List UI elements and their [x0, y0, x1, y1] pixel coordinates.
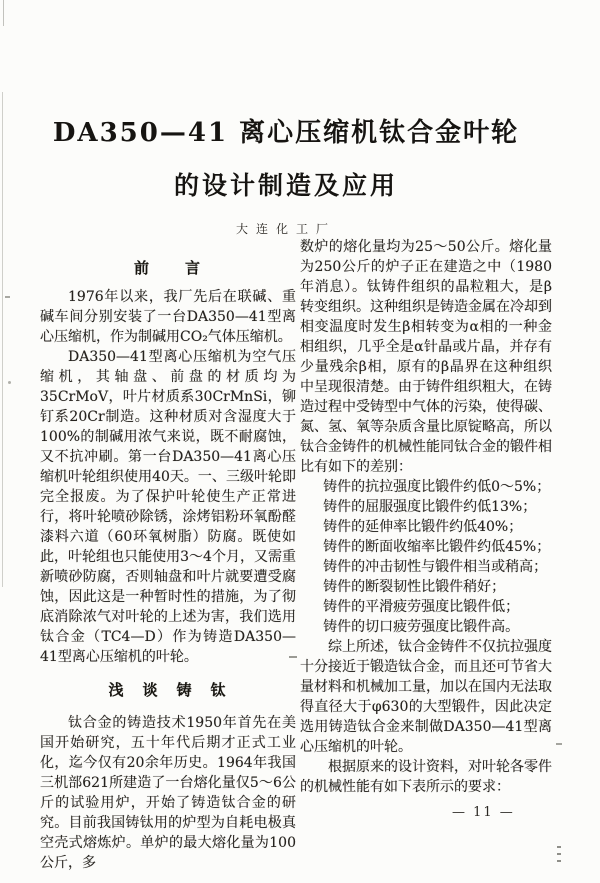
- title-block: [0, 112, 572, 237]
- list-item-area-reduction: 铸件的断面收缩率比锻件约低45%；: [323, 539, 551, 555]
- author-affiliation: 大连化工厂: [235, 222, 336, 236]
- cast-titanium-paragraph: 钛合金的铸造技术1950年首先在美国开始研究，五十年代后期才正式工业化，迄今仅有20余年历史。1964年我国三机部621所建造了一台熔化量仅5～6公斤的试验用炉，开始了铸造钛合金的研究。目前我国铸钛用的炉型为自耗电极真空壳式熔炼炉。单炉的最大熔化量为100公斤，多: [40, 715, 296, 871]
- page-number: — 11 —: [452, 805, 515, 820]
- list-item-impact-toughness: 铸件的冲击韧性与锻件相当或稍高；: [323, 559, 548, 575]
- list-item-elongation: 铸件的延伸率比锻件约低40%；: [323, 519, 523, 535]
- intro-continuation-paragraph: 数炉的熔化量均为25～50公斤。熔化量为250公斤的炉子正在建造之中（1980年消息）。钛铸件组织的晶粒粗大，是β转变组织。这种组织是铸造金属在冷却到相变温度时发生β相转变为α相的一种金相组织，几乎全是α针晶或片晶，并存有少量残余β相，原有的β晶界在这种组织中呈现很清楚。由于铸件组织粗大，在铸造过程中受铸型中气体的污染，使得碳、氮、氢、氧等杂质含量比原锭略高，所以钛合金铸件的机械性能同钛合金的锻件相比有如下的差别：: [300, 239, 552, 475]
- requirements-paragraph: 根据原来的设计资料，对叶轮各零件的机械性能有如下表所示的要求：: [300, 759, 552, 795]
- summary-paragraph: 综上所述，钛合金铸件不仅抗拉强度十分接近于锻造钛合金，而且还可节省大量材料和机械加工量，加以在国内无法取得直径大于φ630的大型锻件，因此决定选用铸造钛合金来制做DA350—41型离心压缩机的叶轮。: [300, 639, 552, 755]
- list-item-yield-strength: 铸件的屈服强度比锻件约低13%；: [323, 499, 537, 515]
- scan-dotted-mark: [557, 846, 561, 848]
- list-item-tensile-strength: 铸件的抗拉强度比锻件约低0～5%；: [323, 479, 551, 495]
- foreword-paragraph-2: DA350—41型离心压缩机为空气压缩机，其轴盘、前盘的材质均为35CrMoV，叶片材质系30CrMnSi，铆钉系20Cr制造。这种材质对含湿度大于100%的制碱用浓气来说，既不耐腐蚀，又不抗冲刷。第一台DA350—41离心压缩机叶轮组织使用40天。一、三级叶轮即完全报废。为了保护叶轮使生产正常进行，将叶轮喷砂除锈，涂烤铝粉环氧酚醛漆料六道（60环氧树脂）防腐。既使如此，叶轮组也只能使用3～4个月，又需重新喷砂防腐，否则轴盘和叶片就要遭受腐蚀，因此这是一种暂时性的措施，为了彻底消除浓气对叶轮的上述为害，我们选用钛合金（TC4—D）作为铸造DA350—41型离心压缩机的叶轮。: [40, 349, 296, 665]
- scan-edge-line-top: [3, 0, 4, 26]
- section-heading-cast-titanium: 浅 谈 铸 钛: [108, 681, 228, 699]
- article-title-line-2: 的设计制造及应用: [173, 171, 398, 200]
- list-item-fracture-toughness: 铸件的断裂韧性比锻件稍好；: [323, 579, 506, 595]
- list-item-notch-fatigue: 铸件的切口疲劳强度比锻件高。: [323, 619, 520, 635]
- list-item-smooth-fatigue: 铸件的平滑疲劳强度比锻件低；: [323, 599, 520, 615]
- scan-margin-dot: [8, 381, 11, 384]
- scan-stray-dash-right: [556, 743, 562, 745]
- article-title-line-1: DA350—41 离心压缩机钛合金叶轮: [52, 118, 520, 148]
- scan-margin-tick: [5, 296, 10, 298]
- section-heading-foreword: 前 言: [133, 259, 202, 277]
- casting-vs-forging-list: [300, 477, 552, 637]
- left-column: [40, 256, 296, 873]
- foreword-paragraph-1: 1976年以来，我厂先后在联碱、重碱车间分别安装了一台DA350—41型离心压缩机，作为制碱用CO₂气体压缩机。: [40, 289, 296, 345]
- right-column: [300, 237, 552, 797]
